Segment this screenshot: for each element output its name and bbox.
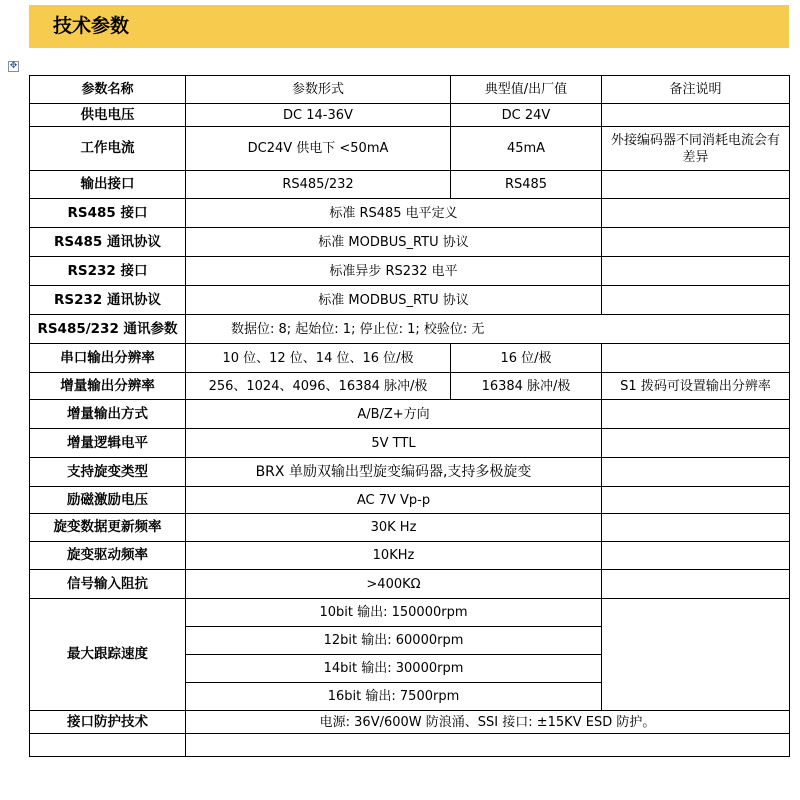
row-label: 输出接口 [30,171,186,199]
row-label: RS232 接口 [30,257,186,286]
table-row [30,542,790,570]
row-note [602,228,790,257]
table-header-row [30,76,790,104]
row-form: A/B/Z+方向 [186,400,602,429]
row-form [186,734,790,757]
row-typical: 16 位/极 [451,344,602,373]
table-row [30,257,790,286]
section-title-banner [29,5,789,48]
row-label: 接口防护技术 [30,711,186,734]
row-form: 电源: 36V/600W 防浪涌、SSI 接口: ±15KV ESD 防护。 [186,711,790,734]
table-row [30,514,790,542]
row-label: RS485/232 通讯参数 [30,315,186,344]
row-label: 最大跟踪速度 [30,599,186,711]
row-label: 信号输入阻抗 [30,570,186,599]
row-label [30,734,186,757]
row-note: S1 拨码可设置输出分辨率 [602,373,790,400]
row-form: RS485/232 [186,171,451,199]
row-form: 10 位、12 位、14 位、16 位/极 [186,344,451,373]
row-form: 10KHz [186,542,602,570]
row-note [602,344,790,373]
table-row [30,458,790,487]
row-note [602,257,790,286]
row-typical: 16384 脉冲/极 [451,373,602,400]
header-note: 备注说明 [602,76,790,104]
row-form: 标准 MODBUS_RTU 协议 [186,286,602,315]
table-row [30,104,790,127]
row-form: BRX 单励双输出型旋变编码器,支持多极旋变 [186,458,602,487]
row-note [602,400,790,429]
row-note [602,542,790,570]
row-form: >400KΩ [186,570,602,599]
header-param-form: 参数形式 [186,76,451,104]
table-row [30,315,790,344]
table-row [30,344,790,373]
table-row [30,429,790,458]
row-note [602,429,790,458]
table-row [30,373,790,400]
table-move-handle-icon[interactable]: ✥ [9,61,18,71]
row-note [602,599,790,711]
row-value: 16bit 输出: 7500rpm [186,683,602,711]
row-label: 串口输出分辨率 [30,344,186,373]
row-value: 10bit 输出: 150000rpm [186,599,602,627]
row-form: 标准异步 RS232 电平 [186,257,602,286]
table-row [30,286,790,315]
row-form: 标准 RS485 电平定义 [186,199,602,228]
table-row [30,228,790,257]
row-value: 14bit 输出: 30000rpm [186,655,602,683]
row-note [602,199,790,228]
row-form: 数据位: 8; 起始位: 1; 停止位: 1; 校验位: 无 [186,315,790,344]
row-label: 工作电流 [30,127,186,171]
section-title: 技术参数 [53,15,130,37]
table-row [30,171,790,199]
row-note: 外接编码器不同消耗电流会有差异 [602,127,790,171]
row-form: DC24V 供电下 <50mA [186,127,451,171]
row-label: RS485 通讯协议 [30,228,186,257]
row-label: RS485 接口 [30,199,186,228]
row-note [602,104,790,127]
header-typical: 典型值/出厂值 [451,76,602,104]
row-note [602,570,790,599]
row-value: 12bit 输出: 60000rpm [186,627,602,655]
row-label: 供电电压 [30,104,186,127]
table-row [30,711,790,734]
row-note [602,487,790,514]
row-label: 增量输出方式 [30,400,186,429]
row-label: 增量输出分辨率 [30,373,186,400]
table-row [30,199,790,228]
row-note [602,171,790,199]
row-form: 30K Hz [186,514,602,542]
table-row [30,599,790,627]
table-row [30,734,790,757]
table-row [30,127,790,171]
row-note [602,458,790,487]
table-row [30,487,790,514]
row-form: 256、1024、4096、16384 脉冲/极 [186,373,451,400]
row-typical: RS485 [451,171,602,199]
table-row [30,570,790,599]
row-form: DC 14-36V [186,104,451,127]
row-typical: DC 24V [451,104,602,127]
row-form: 标准 MODBUS_RTU 协议 [186,228,602,257]
row-label: 励磁激励电压 [30,487,186,514]
row-typical: 45mA [451,127,602,171]
header-param-name: 参数名称 [30,76,186,104]
row-label: 旋变数据更新频率 [30,514,186,542]
row-form: 5V TTL [186,429,602,458]
table-row [30,400,790,429]
row-label: 旋变驱动频率 [30,542,186,570]
row-note [602,514,790,542]
row-label: 支持旋变类型 [30,458,186,487]
row-label: RS232 通讯协议 [30,286,186,315]
row-label: 增量逻辑电平 [30,429,186,458]
row-note [602,286,790,315]
row-form: AC 7V Vp-p [186,487,602,514]
spec-table [29,75,790,757]
